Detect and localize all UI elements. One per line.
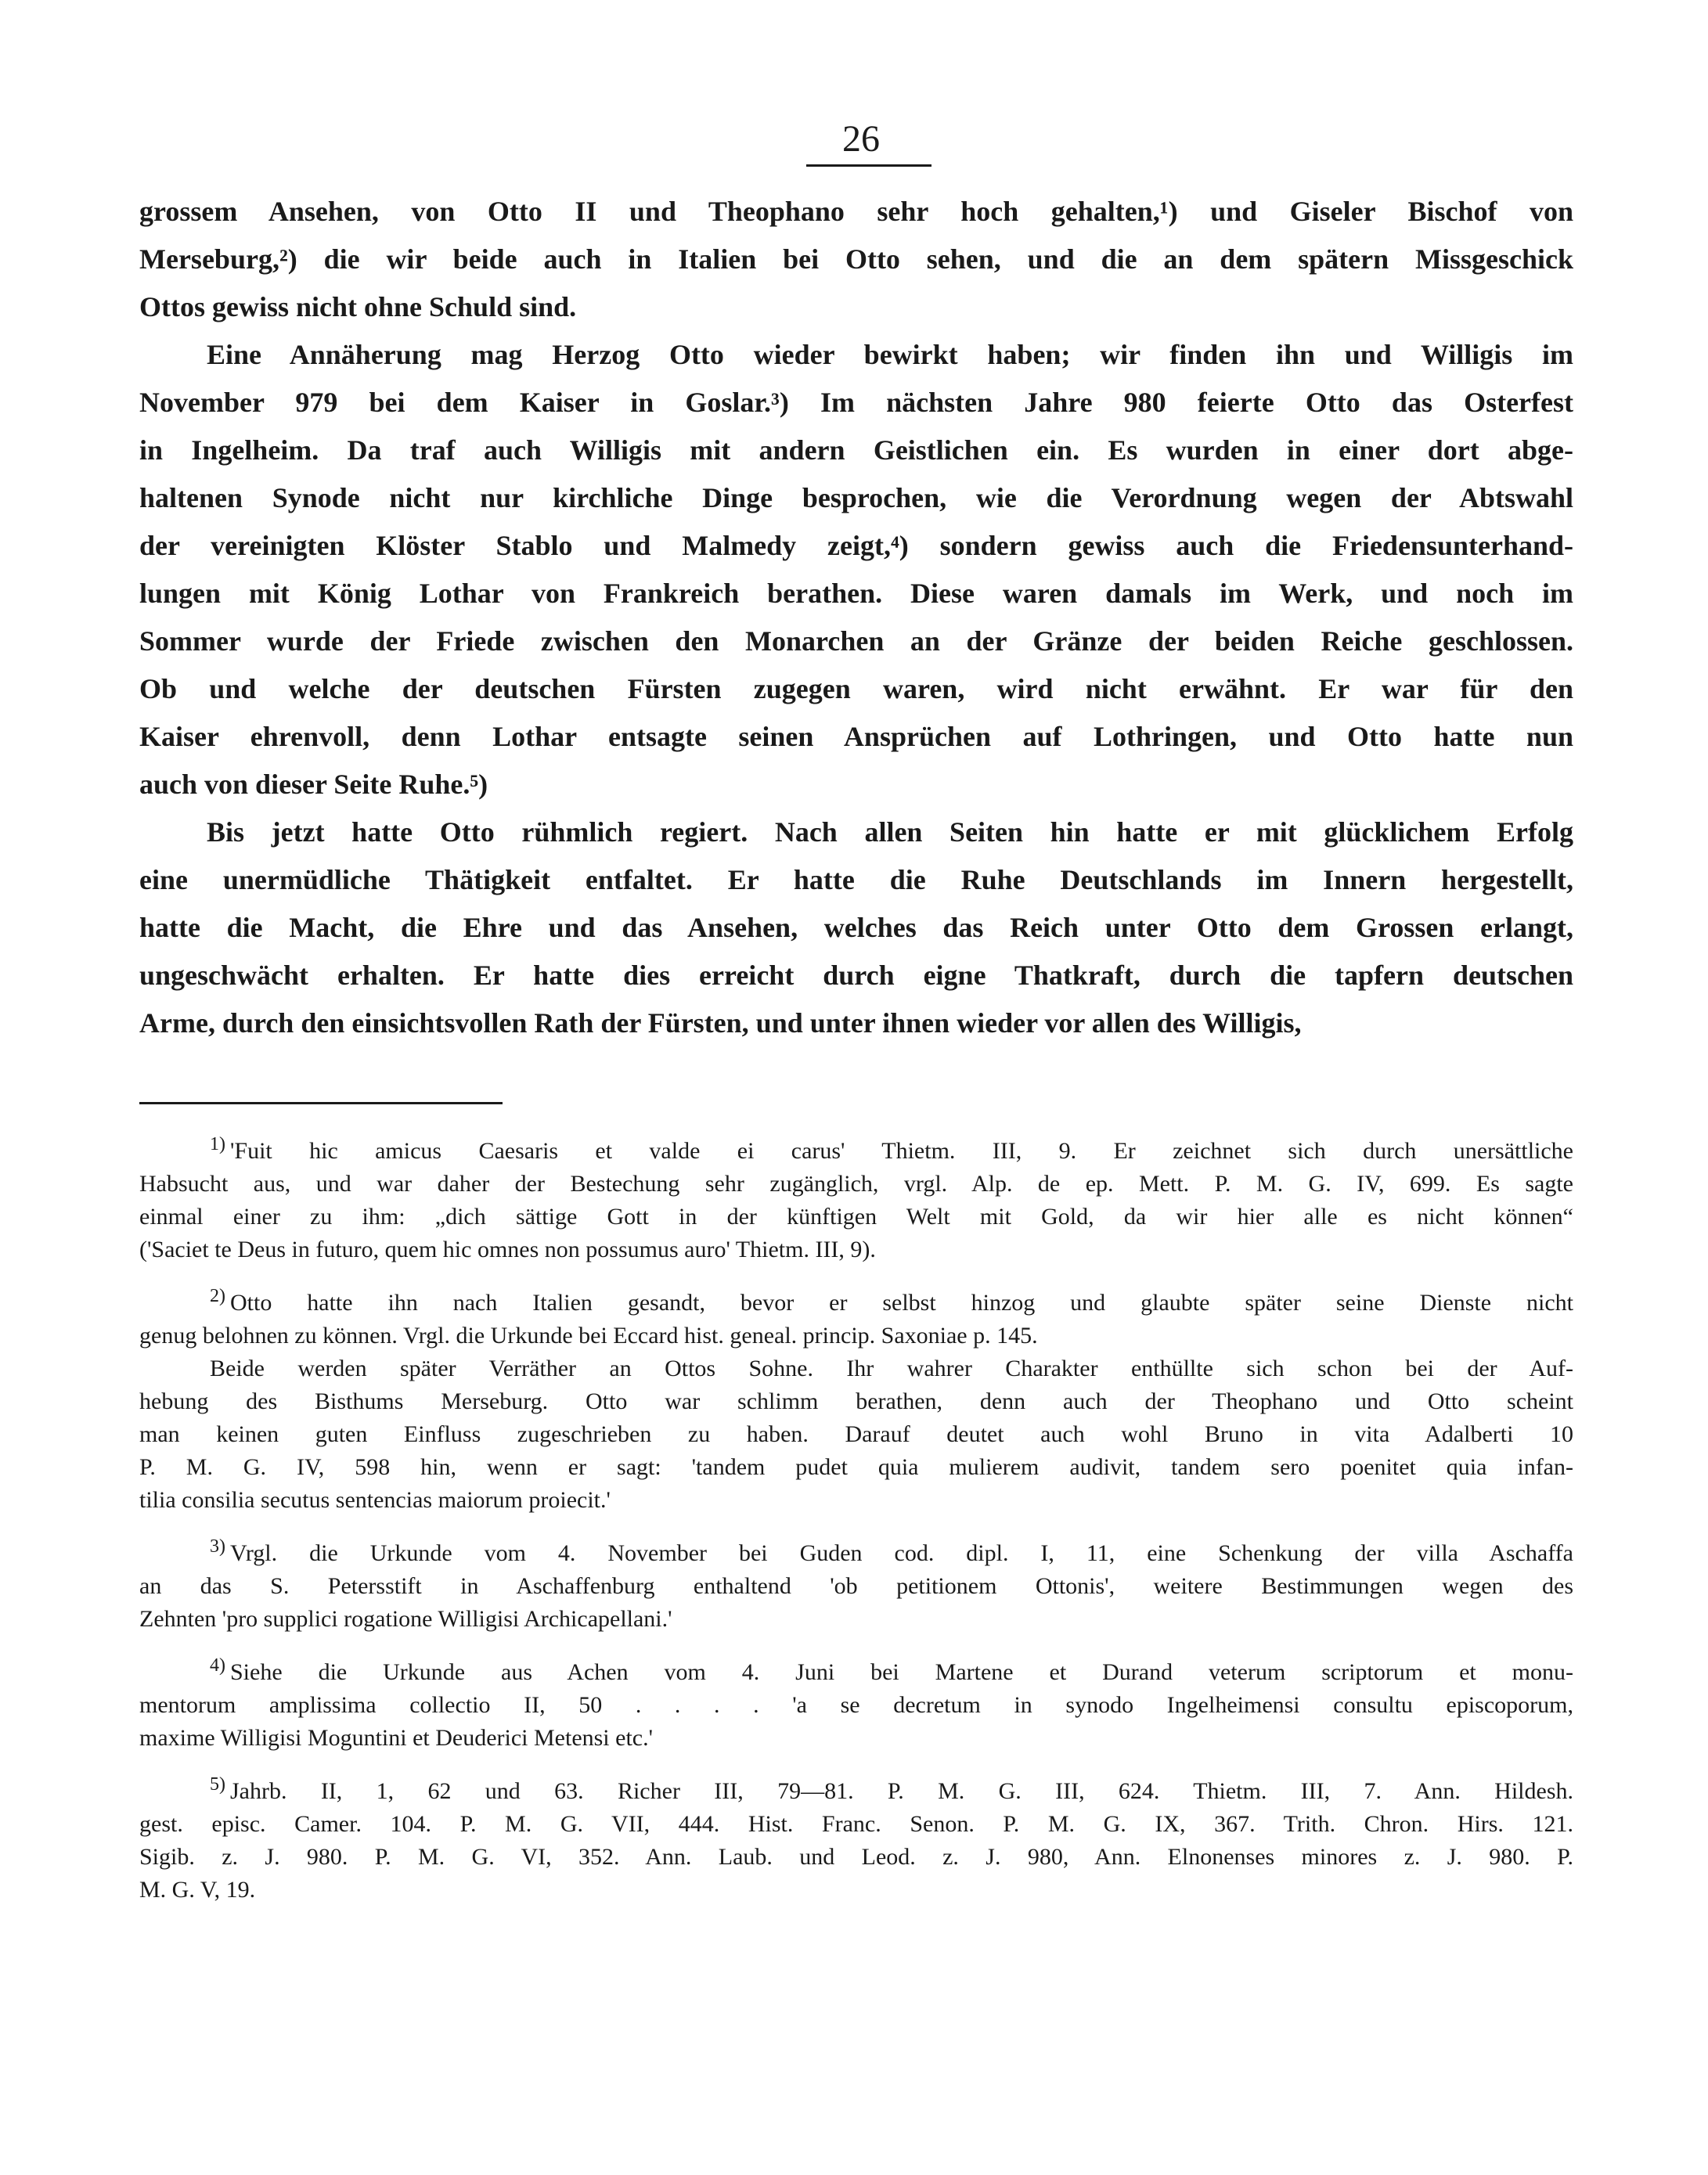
footnote-line: an das S. Petersstift in Aschaffenburg enthaltend 'ob petitionem Ottonis', weitere Bestimmungen wegen des <box>139 1573 1573 1599</box>
footnote-line <box>139 1656 1573 1689</box>
footnote-marker: 2) <box>210 1286 225 1306</box>
main-text <box>139 188 1573 1047</box>
text-line: hatte die Macht, die Ehre und das Ansehen, welches das Reich unter Otto dem Grossen erlangt, <box>139 912 1573 943</box>
footnote <box>139 1537 1573 1636</box>
text-line: Merseburg,²) die wir beide auch in Italien bei Otto sehen, und die an dem spätern Missgeschick <box>139 243 1573 275</box>
footnote-line: mentorum amplissima collectio II, 50 . . . . 'a se decretum in synodo Ingelheimensi consultu episcoporum, <box>139 1692 1573 1718</box>
text-line: Arme, durch den einsichtsvollen Rath der Fürsten, und unter ihnen wieder vor allen des Willigis, <box>139 1007 1302 1039</box>
text-line: eine unermüdliche Thätigkeit entfaltet. Er hatte die Ruhe Deutschlands im Innern hergestellt, <box>139 864 1573 895</box>
footnote-marker: 1) <box>210 1134 225 1154</box>
text-line: ungeschwächt erhalten. Er hatte dies erreicht durch eigne Thatkraft, durch die tapfern deutschen <box>139 960 1573 991</box>
footnote-marker: 5) <box>210 1774 225 1795</box>
footnote-line: gest. episc. Camer. 104. P. M. G. VII, 444. Hist. Franc. Senon. P. M. G. IX, 367. Trith. Chron. Hirs. 121. <box>139 1811 1573 1837</box>
footnote-line: man keinen guten Einfluss zugeschrieben zu haben. Darauf deutet auch wohl Bruno in vita Adalberti 10 <box>139 1421 1573 1447</box>
footnotes <box>139 1135 1573 1927</box>
text-line: Ottos gewiss nicht ohne Schuld sind. <box>139 291 577 322</box>
text-line: grossem Ansehen, von Otto II und Theophano sehr hoch gehalten,¹) und Giseler Bischof von <box>139 196 1573 227</box>
text-line: Bis jetzt hatte Otto rühmlich regiert. Nach allen Seiten hin hatte er mit glücklichem Erfolg <box>207 816 1573 848</box>
footnote-line: einmal einer zu ihm: „dich sättige Gott in der künftigen Welt mit Gold, da wir hier alle es nicht können“ <box>139 1204 1573 1230</box>
text-line: Kaiser ehrenvoll, denn Lothar entsagte seinen Ansprüchen auf Lothringen, und Otto hatte nun <box>139 721 1573 752</box>
footnote-line <box>139 1287 1573 1320</box>
footnote-line: Zehnten 'pro supplici rogatione Willigisi Archicapellani.' <box>139 1606 672 1632</box>
footnote <box>139 1352 1573 1517</box>
footnote <box>139 1135 1573 1266</box>
footnote-text: Otto hatte ihn nach Italien gesandt, bevor er selbst hinzog und glaubte später seine Dienste nicht <box>230 1290 1573 1316</box>
footnote-text: Vrgl. die Urkunde vom 4. November bei Guden cod. dipl. I, 11, eine Schenkung der villa Aschaffa <box>230 1540 1573 1566</box>
footnote-line: genug belohnen zu können. Vrgl. die Urkunde bei Eccard hist. geneal. princip. Saxoniae p. 145. <box>139 1323 1038 1349</box>
footnote-separator <box>139 1102 503 1104</box>
page-number-rule <box>806 164 931 167</box>
footnote-line: maxime Willigisi Moguntini et Deuderici Metensi etc.' <box>139 1725 654 1751</box>
body-paragraph <box>139 808 1573 1047</box>
footnote-line: ('Saciet te Deus in futuro, quem hic omnes non possumus auro' Thietm. III, 9). <box>139 1237 876 1262</box>
footnote <box>139 1775 1573 1907</box>
text-line: Ob und welche der deutschen Fürsten zugegen waren, wird nicht erwähnt. Er war für den <box>139 673 1573 704</box>
footnote-text: Jahrb. II, 1, 62 und 63. Richer III, 79—81. P. M. G. III, 624. Thietm. III, 7. Ann. Hildesh. <box>230 1778 1573 1804</box>
text-line: haltenen Synode nicht nur kirchliche Dinge besprochen, wie die Verordnung wegen der Abtswahl <box>139 482 1573 513</box>
body-paragraph <box>139 331 1573 808</box>
footnote-text: Siehe die Urkunde aus Achen vom 4. Juni bei Martene et Durand veterum scriptorum et monu- <box>230 1659 1573 1685</box>
text-line: auch von dieser Seite Ruhe.⁵) <box>139 769 488 800</box>
footnote-line <box>139 1135 1573 1168</box>
text-line: lungen mit König Lothar von Frankreich berathen. Diese waren damals im Werk, und noch im <box>139 578 1573 609</box>
footnote-marker: 4) <box>210 1655 225 1676</box>
text-line: in Ingelheim. Da traf auch Willigis mit andern Geistlichen ein. Es wurden in einer dort abge- <box>139 434 1573 466</box>
footnote <box>139 1287 1573 1352</box>
footnote-line: hebung des Bisthums Merseburg. Otto war schlimm berathen, denn auch der Theophano und Otto scheint <box>139 1388 1573 1414</box>
page-number: 26 <box>842 118 880 160</box>
footnote-marker: 3) <box>210 1536 225 1557</box>
footnote-line: tilia consilia secutus sentencias maiorum proiecit.' <box>139 1487 611 1513</box>
footnote-line: Beide werden später Verräther an Ottos Sohne. Ihr wahrer Charakter enthüllte sich schon bei der Auf- <box>210 1356 1573 1381</box>
text-line: November 979 bei dem Kaiser in Goslar.³) Im nächsten Jahre 980 feierte Otto das Osterfest <box>139 387 1573 418</box>
footnote-text: 'Fuit hic amicus Caesaris et valde ei carus' Thietm. III, 9. Er zeichnet sich durch unersättliche <box>230 1138 1573 1164</box>
footnote-line: P. M. G. IV, 598 hin, wenn er sagt: 'tandem pudet quia mulierem audivit, tandem sero poenitet quia infan- <box>139 1454 1573 1480</box>
footnote-line: Habsucht aus, und war daher der Bestechung sehr zugänglich, vrgl. Alp. de ep. Mett. P. M. G. IV, 699. Es sagte <box>139 1171 1573 1197</box>
footnote <box>139 1656 1573 1755</box>
text-line: der vereinigten Klöster Stablo und Malmedy zeigt,⁴) sondern gewiss auch die Friedensunterhand- <box>139 530 1573 561</box>
footnote-line <box>139 1775 1573 1808</box>
footnote-line: Sigib. z. J. 980. P. M. G. VI, 352. Ann. Laub. und Leod. z. J. 980, Ann. Elnonenses minores z. J. 980. P. <box>139 1844 1573 1870</box>
body-paragraph <box>139 188 1573 331</box>
text-line: Eine Annäherung mag Herzog Otto wieder bewirkt haben; wir finden ihn und Willigis im <box>207 339 1573 370</box>
footnote-line <box>139 1537 1573 1570</box>
footnote-line: M. G. V, 19. <box>139 1877 256 1903</box>
text-line: Sommer wurde der Friede zwischen den Monarchen an der Gränze der beiden Reiche geschlossen. <box>139 625 1573 657</box>
